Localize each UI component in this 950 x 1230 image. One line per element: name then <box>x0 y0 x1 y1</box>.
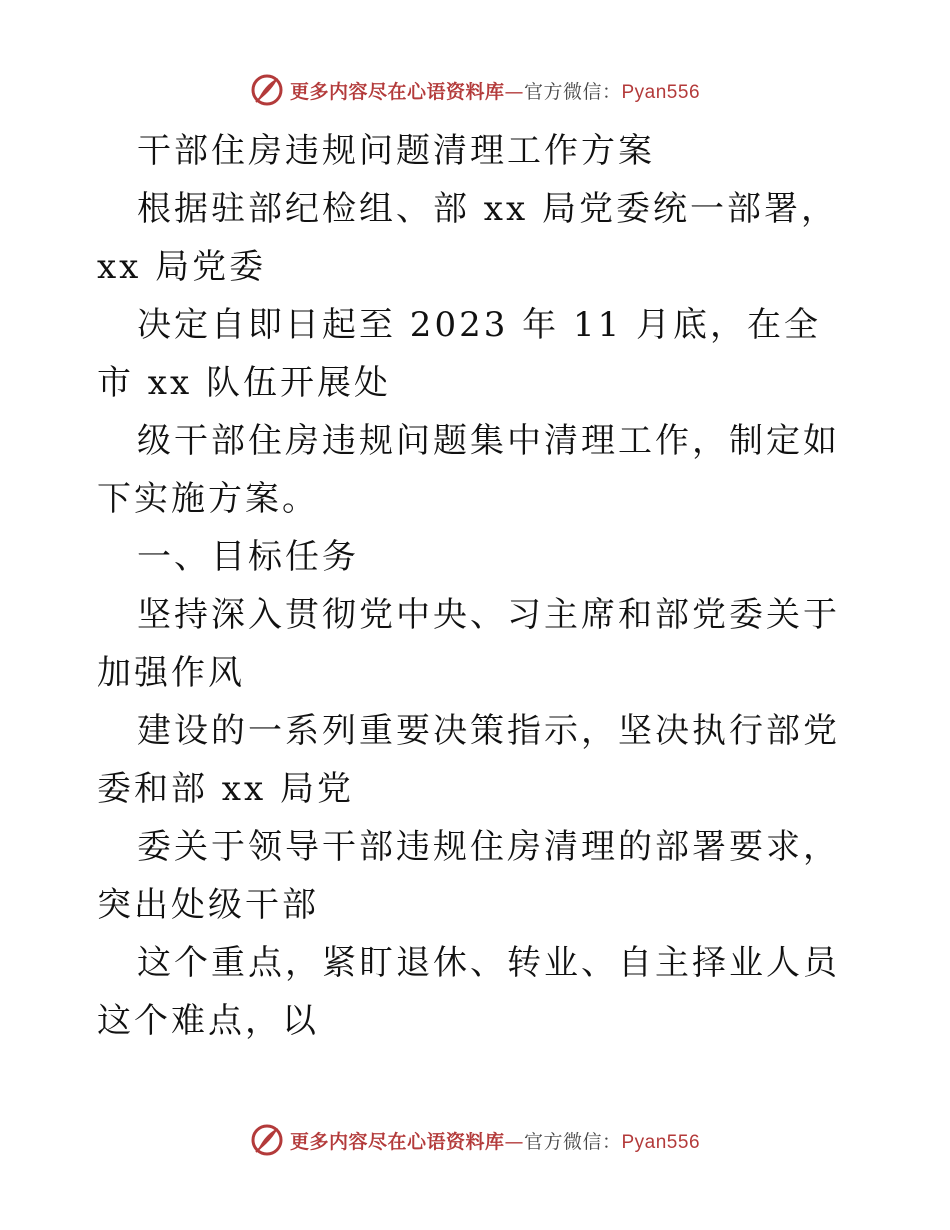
paragraph: 建设的一系列重要决策指示，坚决执行部党委和部 xx 局党 <box>97 711 840 809</box>
document-title: 干部住房违规问题清理工作方案 <box>137 131 655 171</box>
paragraph: 这个重点，紧盯退休、转业、自主择业人员这个难点，以 <box>97 943 840 1041</box>
feather-quill-circle-icon <box>250 73 284 107</box>
paragraph: 委关于领导干部违规住房清理的部署要求，突出处级干部 <box>97 827 840 925</box>
header-watermark <box>0 70 950 110</box>
watermark-label: 官方微信： <box>523 80 622 103</box>
section-heading: 一、目标任务 <box>137 537 359 577</box>
watermark-dash: — <box>504 80 524 103</box>
document-body <box>97 122 857 1050</box>
paragraph: 级干部住房违规问题集中清理工作，制定如下实施方案。 <box>97 421 840 519</box>
watermark-label: 官方微信： <box>523 1130 622 1153</box>
feather-quill-circle-icon <box>250 1123 284 1157</box>
watermark-brand: 更多内容尽在心语资料库 <box>289 80 505 103</box>
watermark-wechat-id: Pyan556 <box>621 81 701 103</box>
paragraph: 坚持深入贯彻党中央、习主席和部党委关于加强作风 <box>97 595 840 693</box>
watermark-wechat-id: Pyan556 <box>621 1131 701 1153</box>
watermark-brand: 更多内容尽在心语资料库 <box>289 1130 505 1153</box>
watermark-text <box>290 77 700 104</box>
paragraph: 决定自即日起至 2023 年 11 月底，在全市 xx 队伍开展处 <box>97 305 822 403</box>
paragraph: 根据驻部纪检组、部 xx 局党委统一部署，xx 局党委 <box>97 189 838 287</box>
watermark-dash: — <box>504 1130 524 1153</box>
footer-watermark <box>0 1120 950 1160</box>
watermark-text <box>290 1127 700 1154</box>
